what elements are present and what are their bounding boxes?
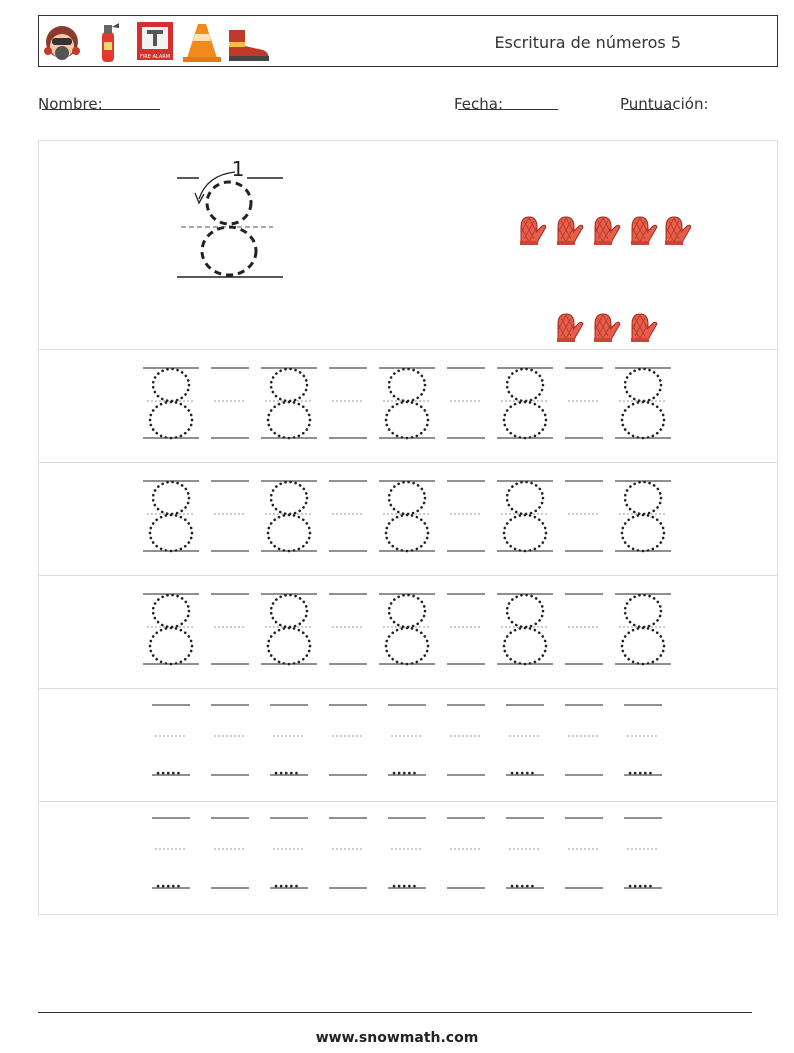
fire-alarm-icon (135, 20, 175, 64)
blank-writing-slot[interactable] (270, 705, 308, 775)
oven-mitten-icon (557, 314, 583, 342)
traced-row-1 (39, 350, 777, 463)
stroke-step-number: 1 (231, 157, 245, 181)
blank-writing-slot[interactable] (152, 705, 190, 775)
fire-alarm-label: FIRE ALARM (139, 54, 171, 60)
oven-mitten-icon (665, 217, 691, 245)
blank-writing-slot[interactable] (211, 705, 249, 775)
digit-bottom-loop (202, 227, 256, 275)
oven-mitten-icon (631, 217, 657, 245)
name-label: Nombre: (38, 95, 103, 113)
blank-writing-slot[interactable] (211, 368, 249, 438)
score-label: Puntuación: (620, 95, 709, 113)
blank-writing-slot[interactable] (152, 818, 190, 888)
oven-mitten-icon (631, 314, 657, 342)
blank-writing-slot[interactable] (506, 705, 544, 775)
name-blank[interactable] (42, 95, 160, 110)
blank-writing-slot[interactable] (447, 705, 485, 775)
traced-digit[interactable] (379, 481, 435, 551)
blank-writing-slot[interactable] (565, 594, 603, 664)
blank-writing-slot[interactable] (565, 705, 603, 775)
traced-row-2 (39, 463, 777, 576)
oven-mitten-icon (557, 217, 583, 245)
blank-writing-slot[interactable] (565, 368, 603, 438)
score-field[interactable] (620, 95, 709, 114)
firefighter-boot-icon (225, 20, 271, 64)
fire-extinguisher-icon (95, 20, 121, 64)
traced-digit[interactable] (143, 368, 199, 438)
example-drawing (39, 141, 777, 350)
blank-row-1[interactable] (39, 689, 777, 802)
oven-mitten-icon (520, 217, 546, 245)
blank-writing-slot[interactable] (329, 368, 367, 438)
traced-digit[interactable] (615, 481, 671, 551)
score-blank[interactable] (624, 95, 674, 110)
name-field[interactable] (38, 95, 160, 114)
blank-writing-slot[interactable] (388, 705, 426, 775)
traced-row-drawing (39, 350, 777, 463)
blank-writing-slot[interactable] (624, 818, 662, 888)
gas-mask-icon (43, 20, 81, 64)
blank-writing-slot[interactable] (388, 818, 426, 888)
blank-writing-slot[interactable] (270, 818, 308, 888)
traced-row-drawing (39, 576, 777, 689)
blank-writing-slot[interactable] (565, 481, 603, 551)
date-blank[interactable] (458, 95, 558, 110)
blank-writing-slot[interactable] (329, 818, 367, 888)
blank-writing-slot[interactable] (447, 481, 485, 551)
blank-writing-slot[interactable] (329, 481, 367, 551)
traced-digit[interactable] (497, 594, 553, 664)
blank-writing-slot[interactable] (211, 481, 249, 551)
footer-url[interactable]: www.snowmath.com (315, 1030, 479, 1046)
worksheet-header (38, 15, 778, 67)
traced-digit[interactable] (379, 594, 435, 664)
blank-writing-slot[interactable] (624, 705, 662, 775)
traced-digit[interactable] (261, 481, 317, 551)
traced-digit[interactable] (143, 594, 199, 664)
blank-writing-slot[interactable] (211, 594, 249, 664)
traced-digit[interactable] (143, 481, 199, 551)
blank-writing-slot[interactable] (211, 818, 249, 888)
blank-writing-slot[interactable] (447, 594, 485, 664)
date-field[interactable] (454, 95, 558, 114)
worksheet-title: Escritura de números 5 (494, 33, 681, 52)
example-row (39, 141, 777, 350)
blank-writing-slot[interactable] (447, 818, 485, 888)
practice-sheet (38, 140, 778, 915)
traced-digit[interactable] (615, 368, 671, 438)
traffic-cone-icon (181, 20, 223, 64)
date-label: Fecha: (454, 95, 504, 113)
blank-writing-slot[interactable] (329, 594, 367, 664)
digit-top-loop (207, 182, 251, 224)
footer-divider (38, 1012, 752, 1013)
mitten-group (520, 217, 691, 342)
oven-mitten-icon (594, 217, 620, 245)
traced-digit[interactable] (497, 368, 553, 438)
traced-digit[interactable] (497, 481, 553, 551)
blank-row-drawing[interactable] (39, 802, 777, 914)
traced-digit[interactable] (261, 368, 317, 438)
traced-digit[interactable] (379, 368, 435, 438)
blank-row-drawing[interactable] (39, 689, 777, 802)
traced-row-3 (39, 576, 777, 689)
traced-digit[interactable] (261, 594, 317, 664)
student-fields (38, 95, 778, 115)
traced-digit[interactable] (615, 594, 671, 664)
blank-writing-slot[interactable] (506, 818, 544, 888)
blank-writing-slot[interactable] (329, 705, 367, 775)
blank-row-2[interactable] (39, 802, 777, 914)
blank-writing-slot[interactable] (447, 368, 485, 438)
traced-row-drawing (39, 463, 777, 576)
oven-mitten-icon (594, 314, 620, 342)
blank-writing-slot[interactable] (565, 818, 603, 888)
